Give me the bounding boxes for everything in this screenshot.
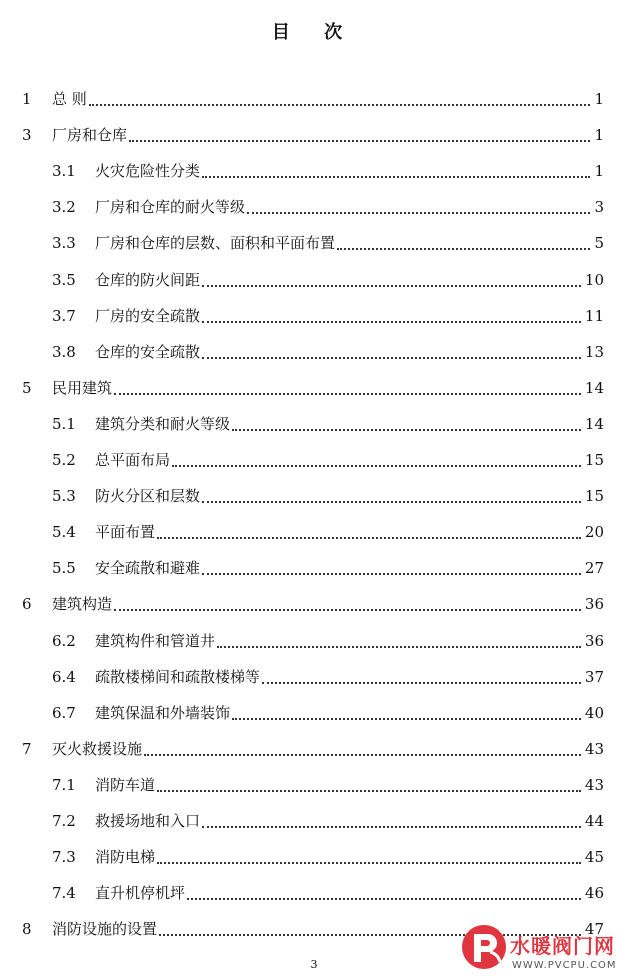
- toc-entry-page: 20: [584, 523, 604, 542]
- toc-entry-label: 仓库的安全疏散: [95, 342, 201, 361]
- toc-leader-dots: [129, 139, 590, 142]
- toc-entry-label: 救援场地和入口: [95, 812, 201, 830]
- toc-leader-dots: [202, 825, 581, 828]
- toc-entry-label: 厂房和仓库: [52, 126, 128, 145]
- toc-entry[interactable]: [0, 810, 628, 832]
- toc-entry-page: 40: [584, 703, 604, 722]
- toc-entry[interactable]: [0, 88, 628, 110]
- toc-entry-label: 平面布置: [95, 523, 156, 542]
- toc-entry-number: 7.3: [52, 848, 76, 867]
- toc-leader-dots: [202, 572, 581, 575]
- toc-entry[interactable]: [0, 485, 628, 507]
- toc-entry-page: 47: [584, 920, 604, 939]
- toc-entry-number: 3.3: [52, 234, 76, 253]
- toc-entry-number: 3.2: [52, 198, 76, 217]
- watermark: [460, 920, 628, 980]
- toc-entry-label: 仓库的防火间距: [95, 270, 201, 289]
- toc-leader-dots: [337, 247, 590, 250]
- toc-entry-page: 27: [584, 559, 604, 578]
- watermark-text: 水暖阀门网: [510, 934, 615, 958]
- toc-leader-dots: [202, 500, 581, 503]
- toc-entry-label: 安全疏散和避难: [95, 559, 201, 578]
- toc-entry-page: 1: [594, 126, 604, 145]
- toc-entry[interactable]: [0, 413, 628, 435]
- toc-entry[interactable]: [0, 521, 628, 543]
- toc-leader-dots: [114, 608, 581, 611]
- toc-entry-page: 3: [594, 198, 604, 217]
- toc-entry-page: 1: [594, 162, 604, 181]
- toc-entry-number: 5.1: [52, 414, 76, 433]
- toc-entry-page: 43: [584, 775, 604, 794]
- watermark-logo-icon: [460, 922, 508, 972]
- toc-entry-label: 厂房和仓库的层数、面积和平面布置: [95, 234, 336, 253]
- toc-entry-number: 5.2: [52, 451, 76, 469]
- toc-leader-dots: [217, 645, 581, 648]
- toc-entry[interactable]: [0, 593, 628, 615]
- toc-entry[interactable]: [0, 630, 628, 652]
- toc-entry-label: 灭火救援设施: [52, 739, 143, 758]
- toc-entry[interactable]: [0, 196, 628, 218]
- toc-entry-number: 3.7: [52, 306, 76, 325]
- toc-entry-number: 7.4: [52, 884, 76, 903]
- toc-entry-label: 直升机停机坪: [95, 884, 186, 903]
- watermark-url: WWW.PVCPU.COM: [512, 960, 617, 971]
- toc-leader-dots: [232, 428, 581, 431]
- toc-leader-dots: [144, 753, 581, 756]
- toc-entry[interactable]: [0, 305, 628, 327]
- toc-entry-page: 43: [584, 739, 604, 758]
- toc-entry-page: 37: [584, 667, 604, 686]
- toc-entry-number: 3: [22, 126, 32, 145]
- toc-entry-number: 6: [22, 595, 32, 614]
- toc-leader-dots: [262, 681, 581, 684]
- toc-entry-label: 总平面布局: [95, 451, 171, 469]
- toc-leader-dots: [202, 175, 590, 178]
- toc-entry-label: 民用建筑: [52, 378, 113, 397]
- toc-leader-dots: [187, 897, 581, 900]
- toc-entry-label: 消防设施的设置: [52, 920, 158, 939]
- toc-entry-number: 8: [22, 920, 32, 939]
- toc-entry-number: 3.8: [52, 342, 76, 361]
- toc-leader-dots: [247, 211, 590, 214]
- toc-entry-page: 15: [584, 487, 604, 506]
- toc-entry-label: 防火分区和层数: [95, 487, 201, 506]
- toc-entry-page: 46: [584, 884, 604, 903]
- toc-entry-label: 消防电梯: [95, 848, 156, 867]
- toc-entry-label: 建筑保温和外墙装饰: [95, 703, 231, 722]
- toc-entry-label: 火灾危险性分类: [95, 162, 201, 181]
- toc-entry[interactable]: [0, 377, 628, 399]
- toc-leader-dots: [114, 392, 581, 395]
- toc-entry-page: 5: [594, 234, 604, 253]
- toc-entry-label: 建筑构造: [52, 595, 113, 614]
- toc-entry[interactable]: [0, 269, 628, 291]
- toc-leader-dots: [89, 103, 590, 106]
- toc-entry-page: 13: [584, 342, 604, 361]
- toc-entry-label: 厂房的安全疏散: [95, 306, 201, 325]
- toc-entry-number: 5.5: [52, 559, 76, 578]
- toc-entry-label: 建筑分类和耐火等级: [95, 414, 231, 433]
- toc-entry[interactable]: [0, 232, 628, 254]
- toc-entry[interactable]: [0, 557, 628, 579]
- toc-entry-label: 总 则: [52, 90, 87, 108]
- toc-entry[interactable]: [0, 666, 628, 688]
- toc-entry-number: 1: [22, 90, 32, 108]
- toc-entry-number: 3.1: [52, 162, 76, 181]
- toc-leader-dots: [172, 464, 581, 467]
- toc-entry-page: 14: [584, 414, 604, 433]
- toc-entry-page: 15: [584, 451, 604, 469]
- toc-entry[interactable]: [0, 341, 628, 363]
- toc-entry-number: 5: [22, 378, 32, 397]
- toc-entry-number: 6.2: [52, 631, 76, 650]
- toc-leader-dots: [232, 717, 581, 720]
- toc-leader-dots: [157, 789, 581, 792]
- toc-entry-label: 消防车道: [95, 775, 156, 794]
- toc-entry-number: 7.1: [52, 775, 76, 794]
- toc-entry-page: 36: [584, 631, 604, 650]
- toc-entry-number: 5.3: [52, 487, 76, 506]
- toc-entry-page: 36: [584, 595, 604, 614]
- toc-entry[interactable]: [0, 702, 628, 724]
- toc-entry-page: 44: [584, 812, 604, 830]
- toc-entry[interactable]: [0, 882, 628, 904]
- toc-entry-label: 建筑构件和管道井: [95, 631, 216, 650]
- toc-leader-dots: [202, 284, 581, 287]
- toc-entry-number: 3.5: [52, 270, 76, 289]
- toc-entry-number: 7: [22, 739, 32, 758]
- toc-entry-page: 10: [584, 270, 604, 289]
- toc-entry[interactable]: [0, 124, 628, 146]
- toc-entry-page: 14: [584, 378, 604, 397]
- toc-entry-number: 5.4: [52, 523, 76, 542]
- toc-entry-number: 6.4: [52, 667, 76, 686]
- toc-leader-dots: [202, 320, 581, 323]
- toc-title: 目 次: [271, 22, 357, 43]
- page-number: 3: [310, 958, 318, 971]
- toc-entry-label: 厂房和仓库的耐火等级: [95, 198, 246, 217]
- toc-leader-dots: [202, 356, 581, 359]
- toc-leader-dots: [157, 536, 581, 539]
- toc-entry[interactable]: [0, 160, 628, 182]
- toc-entry-number: 6.7: [52, 703, 76, 722]
- toc-entry-page: 11: [584, 306, 604, 325]
- toc-entry-label: 疏散楼梯间和疏散楼梯等: [95, 667, 261, 686]
- toc-entry[interactable]: [0, 774, 628, 796]
- toc-entry-number: 7.2: [52, 812, 76, 830]
- toc-entry[interactable]: [0, 449, 628, 471]
- toc-entry[interactable]: [0, 738, 628, 760]
- toc-entry[interactable]: [0, 846, 628, 868]
- toc-leader-dots: [157, 861, 581, 864]
- toc-entry-page: 45: [584, 848, 604, 867]
- toc-entry-page: 1: [594, 90, 604, 108]
